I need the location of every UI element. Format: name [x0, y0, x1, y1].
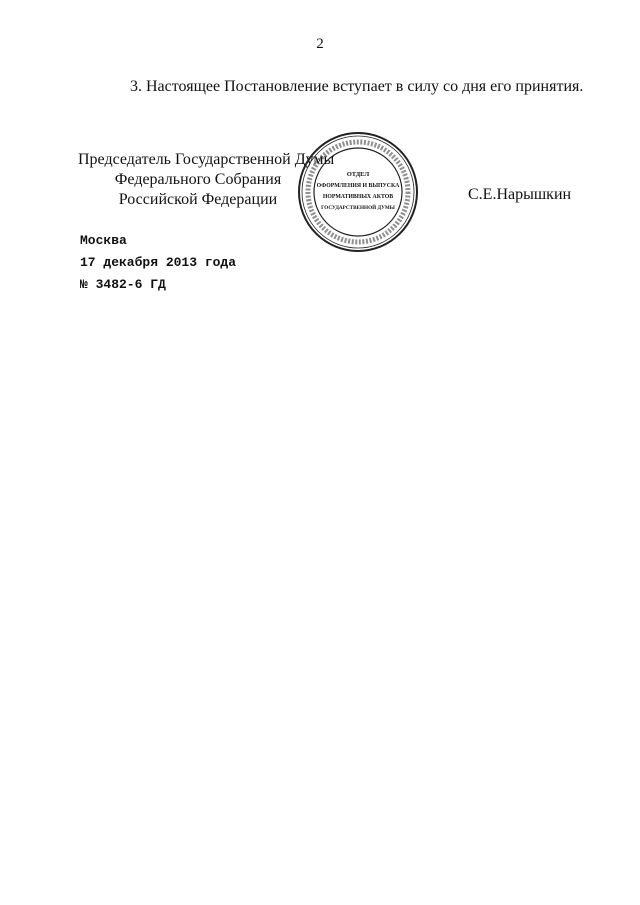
clause-3: 3. Настоящее Постановление вступает в силу со дня его принятия.	[130, 78, 584, 95]
signatory-line-3: Российской Федерации	[118, 191, 278, 208]
seal-line-3: НОРМАТИВНЫХ АКТОВ	[322, 194, 394, 200]
signer-name: С.Е.Нарышкин	[468, 186, 572, 203]
seal-outer-ring-inner	[302, 136, 414, 248]
official-seal	[296, 130, 420, 254]
document-city: Москва	[80, 233, 127, 248]
seal-outer-lettering-band	[308, 142, 408, 242]
document-meta	[80, 230, 236, 296]
seal-line-2: ОФОРМЛЕНИЯ И ВЫПУСКА	[316, 183, 400, 189]
seal-outer-ring	[299, 133, 417, 251]
signatory-title	[78, 150, 335, 210]
signatory-line-2: Федерального Собрания	[114, 171, 282, 188]
document-number: № 3482-6 ГД	[80, 277, 166, 292]
document-date: 17 декабря 2013 года	[80, 255, 237, 270]
seal-line-4: ГОСУДАРСТВЕННОЙ ДУМЫ	[321, 205, 395, 211]
seal-line-1: ОТДЕЛ	[346, 171, 370, 178]
page-number: 2	[316, 36, 324, 52]
seal-inner-ring	[314, 148, 402, 236]
signatory-line-1: Председатель Государственной Думы	[78, 151, 335, 168]
